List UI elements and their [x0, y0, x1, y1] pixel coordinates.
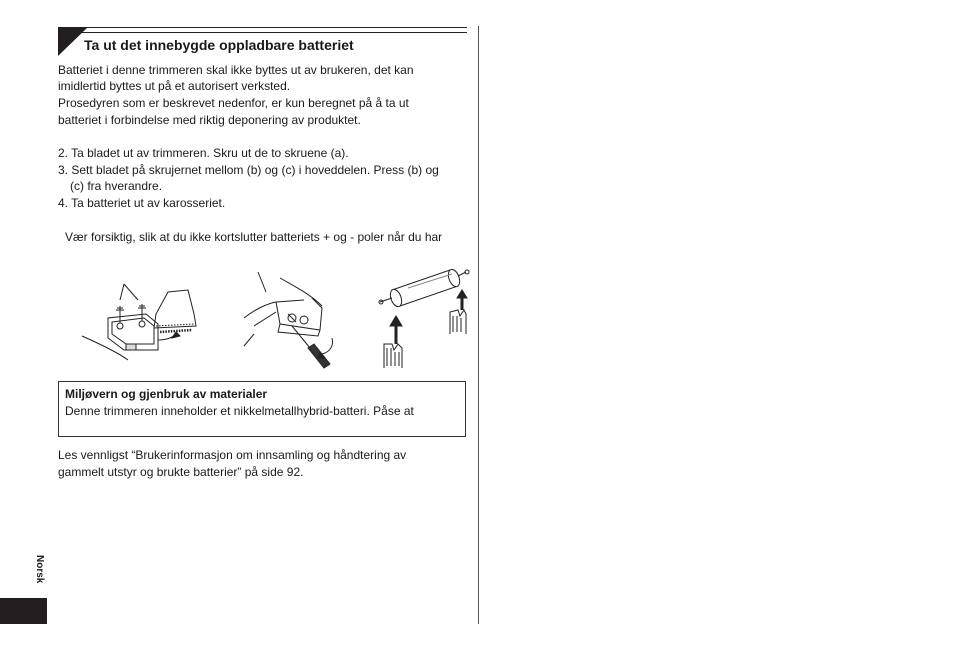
- footer-note-line-1: Les vennligst “Brukerinformasjon om innsamling og håndtering av: [58, 448, 407, 462]
- footer-note-line-2: gammelt utstyr og brukte batterier” på side 92.: [58, 465, 304, 479]
- step-4: 4. Ta batteriet ut av karosseriet.: [58, 196, 226, 210]
- figure-remove-battery: [378, 264, 470, 368]
- section-title: Ta ut det innebygde oppladbare batteriet: [84, 37, 354, 53]
- environment-box-text: Denne trimmeren inneholder et nikkelmetallhybrid-batteri. Påse at: [65, 404, 414, 418]
- environment-info-box: [58, 381, 466, 437]
- column-divider: [478, 26, 479, 624]
- figure-remove-screws: [80, 278, 210, 368]
- step-3: 3. Sett bladet på skrujernet mellom (b) og (c) i hoveddelen. Press (b) og: [58, 163, 439, 177]
- intro-line-2: imidlertid byttes ut på et autorisert verksted.: [58, 79, 291, 93]
- intro-line-1: Batteriet i denne trimmeren skal ikke byttes ut av brukeren, det kan: [58, 63, 414, 77]
- header-rule-bottom: [58, 32, 467, 33]
- figure-pry-body: [240, 268, 350, 378]
- intro-line-3: Prosedyren som er beskrevet nedenfor, er kun beregnet på å ta ut: [58, 96, 409, 110]
- language-tab-marker: [0, 598, 47, 624]
- header-rule-top: [58, 27, 467, 28]
- environment-box-title: Miljøvern og gjenbruk av materialer: [65, 387, 268, 401]
- language-label: Norsk: [34, 555, 45, 584]
- step-2: 2. Ta bladet ut av trimmeren. Skru ut de to skruene (a).: [58, 146, 349, 160]
- step-3-continued: (c) fra hverandre.: [70, 179, 163, 193]
- caution-text: Vær forsiktig, slik at du ikke kortslutter batteriets + og - poler når du har: [65, 230, 443, 244]
- intro-line-4: batteriet i forbindelse med riktig deponering av produktet.: [58, 113, 361, 127]
